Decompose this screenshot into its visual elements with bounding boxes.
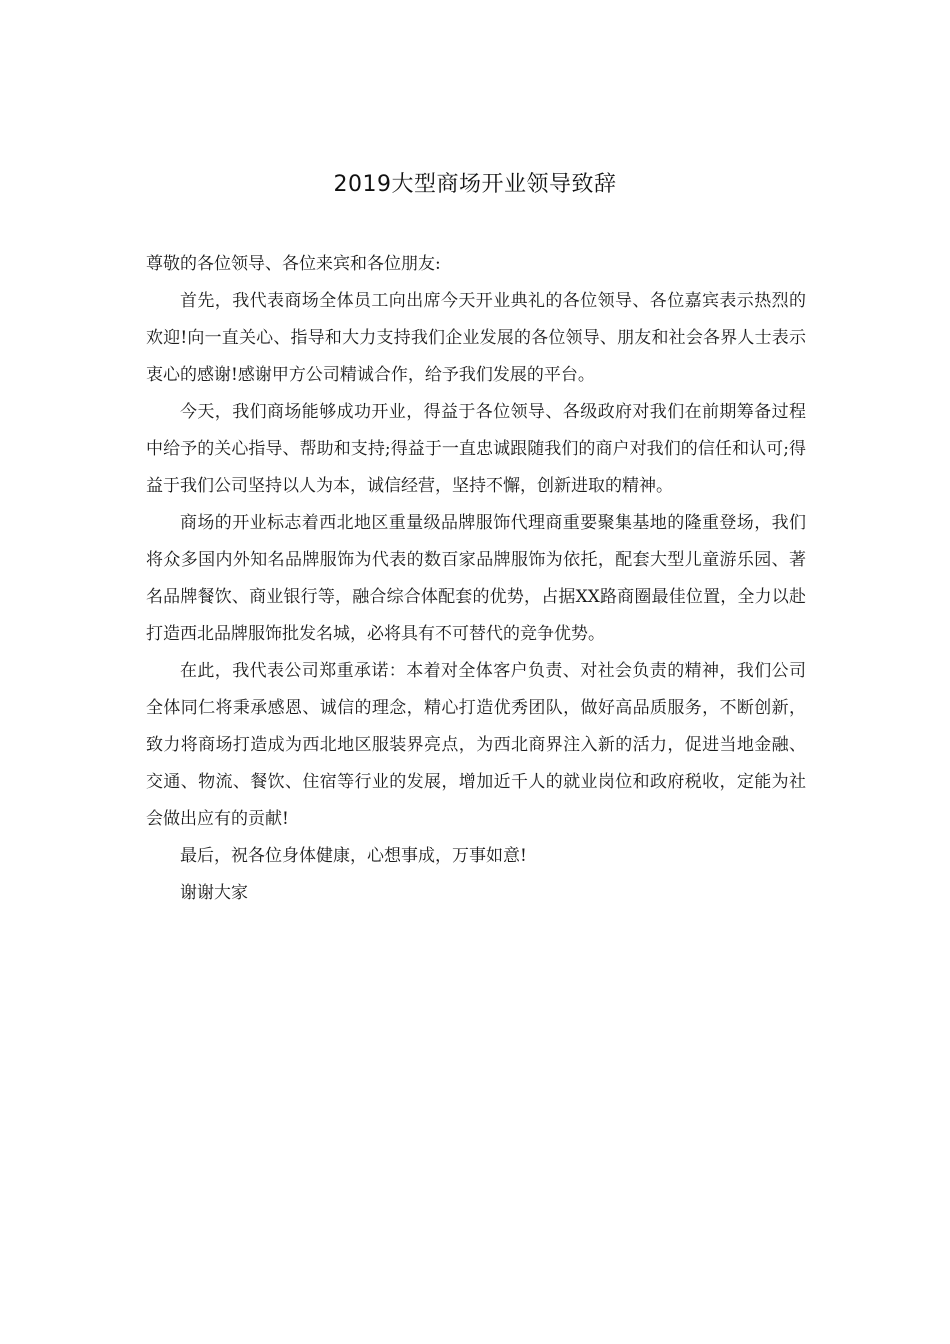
paragraph-thanks: 谢谢大家 [180, 883, 248, 903]
paragraph-commitment: 在此，我代表公司郑重承诺：本着对全体客户负责、对社会负责的精神，我们公司全体同仁将秉承感恩、诚信的理念，精心打造优秀团队，做好高品质服务，不断创新，致力将商场打造成为西北地区服装界亮点，为西北商界注入新的活力，促进当地金融、交通、物流、餐饮、住宿等行业的发展，增加近千人的就业岗位和政府税收，定能为社会做出应有的贡献! [146, 661, 806, 829]
document-title: 2019大型商场开业领导致辞 [333, 172, 617, 197]
paragraph-significance: 商场的开业标志着西北地区重量级品牌服饰代理商重要聚集基地的隆重登场，我们将众多国内外知名品牌服饰为代表的数百家品牌服饰为依托，配套大型儿童游乐园、著名品牌餐饮、商业银行等，融合综合体配套的优势，占据XX路商圈最佳位置，全力以赴打造西北品牌服饰批发名城，必将具有不可替代的竞争优势。 [146, 513, 806, 644]
paragraph-welcome: 首先，我代表商场全体员工向出席今天开业典礼的各位领导、各位嘉宾表示热烈的欢迎!向一直关心、指导和大力支持我们企业发展的各位领导、朋友和社会各界人士表示衷心的感谢!感谢甲方公司精诚合作，给予我们发展的平台。 [146, 291, 806, 385]
salutation: 尊敬的各位领导、各位来宾和各位朋友: [146, 254, 441, 274]
paragraph-wishes: 最后，祝各位身体健康，心想事成，万事如意! [180, 846, 527, 866]
paragraph-gratitude: 今天，我们商场能够成功开业，得益于各位领导、各级政府对我们在前期筹备过程中给予的关心指导、帮助和支持;得益于一直忠诚跟随我们的商户对我们的信任和认可;得益于我们公司坚持以人为本，诚信经营，坚持不懈，创新进取的精神。 [146, 402, 806, 496]
document-body [146, 246, 806, 912]
